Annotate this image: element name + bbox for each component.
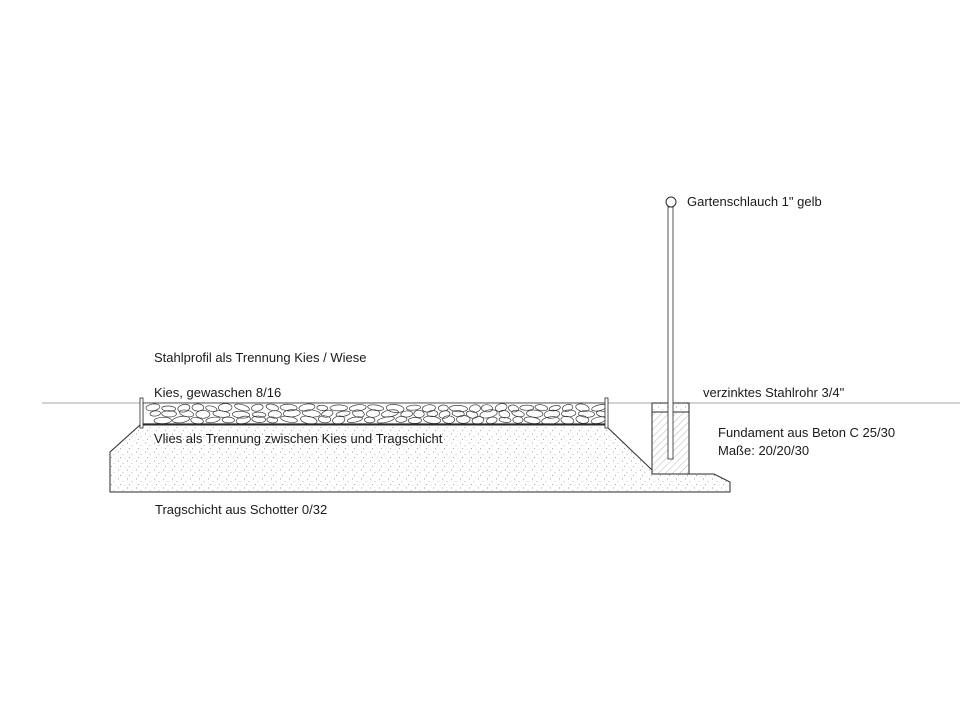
steel-profile-left [140,398,143,428]
label-steel-profile: Stahlprofil als Trennung Kies / Wiese [154,350,367,365]
label-steel-pipe: verzinktes Stahlrohr 3/4" [703,385,845,400]
label-garden-hose: Gartenschlauch 1" gelb [687,194,822,209]
garden-hose-circle [666,197,676,207]
label-fleece: Vlies als Trennung zwischen Kies und Tragschicht [154,431,443,446]
label-foundation-material: Fundament aus Beton C 25/30 [718,425,896,440]
label-base-layer: Tragschicht aus Schotter 0/32 [155,502,328,517]
steel-pipe [668,207,673,459]
label-gravel: Kies, gewaschen 8/16 [154,385,282,400]
gravel-bed [143,402,607,425]
steel-profile-right [605,398,608,428]
label-foundation-dimensions: Maße: 20/20/30 [718,443,810,458]
